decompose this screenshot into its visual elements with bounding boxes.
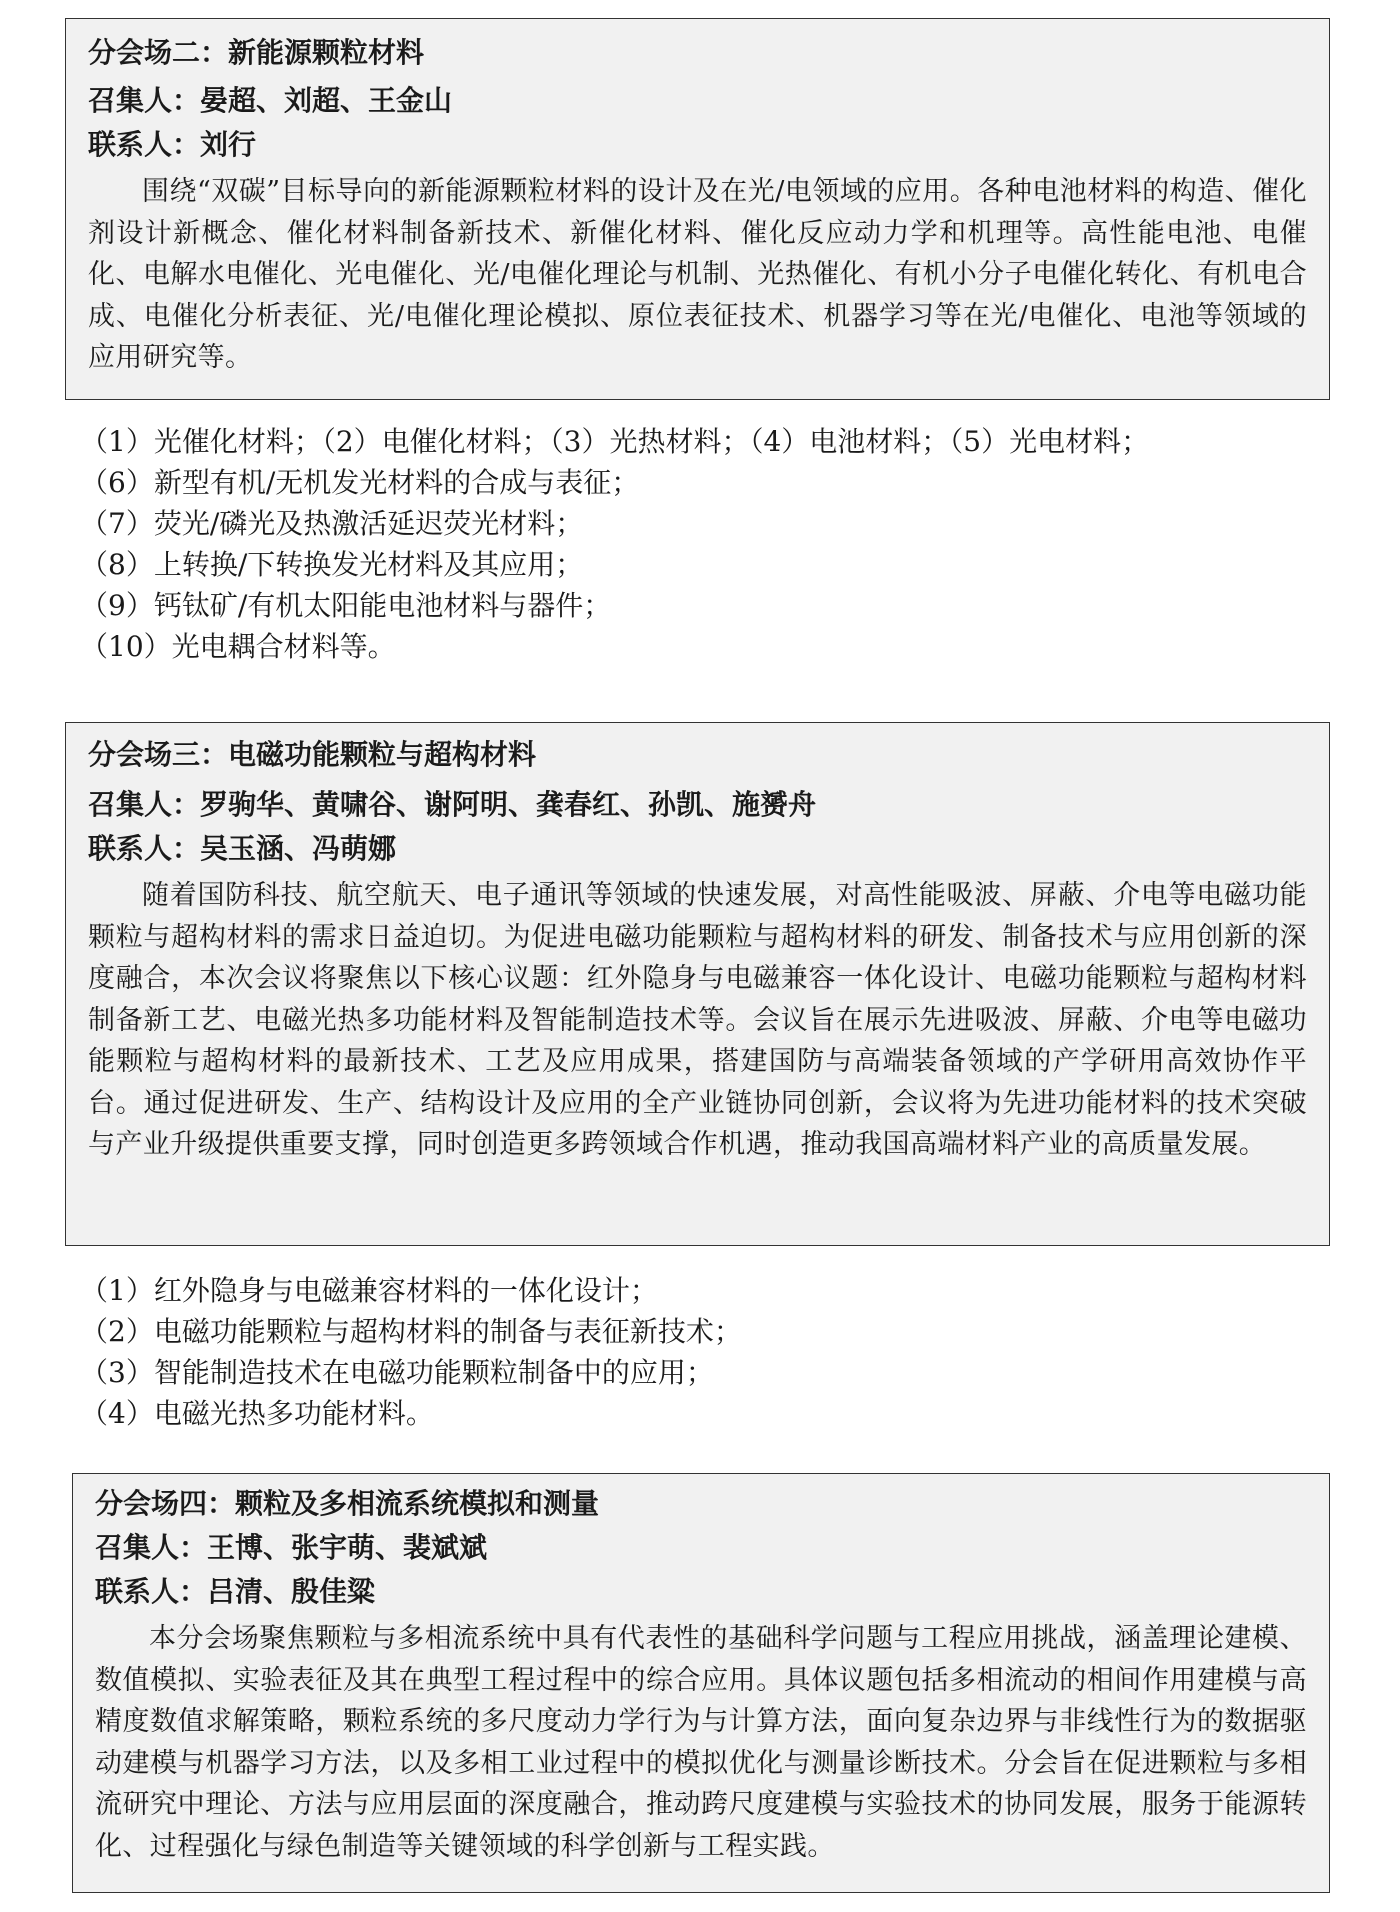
list-item: （7）荧光/磷光及热激活延迟荧光材料； (80, 507, 584, 540)
list-item: （8）上转换/下转换发光材料及其应用； (80, 548, 584, 581)
session-title: 分会场三：电磁功能颗粒与超构材料 (88, 738, 537, 771)
session-description: 本分会场聚焦颗粒与多相流系统中具有代表性的基础科学问题与工程应用挑战，涵盖理论建模、数值模拟、实验表征及其在典型工程过程中的综合应用。具体议题包括多相流动的相间作用建模与高精度数值求解策略，颗粒系统的多尺度动力学行为与计算方法，面向复杂边界与非线性行为的数据驱动建模与机器学习方法，以及多相工业过程中的模拟优化与测量诊断技术。分会旨在促进颗粒与多相流研究中理论、方法与应用层面的深度融合，推动跨尺度建模与实验技术的协同发展，服务于能源转化、过程强化与绿色制造等关键领域的科学创新与工程实践。 (95, 1623, 1307, 1862)
session-title: 分会场二：新能源颗粒材料 (88, 36, 425, 69)
list-item: （1）红外隐身与电磁兼容材料的一体化设计； (80, 1274, 658, 1307)
topic-list-3 (80, 1270, 1370, 1434)
session-contact: 联系人：吴玉涵、冯萌娜 (88, 832, 397, 865)
list-item: （6）新型有机/无机发光材料的合成与表征； (80, 466, 640, 499)
session-contact: 联系人：刘行 (88, 128, 257, 161)
session-box-3 (65, 722, 1330, 1246)
list-item: （4）电磁光热多功能材料。 (80, 1397, 434, 1430)
list-item: （3）智能制造技术在电磁功能颗粒制备中的应用； (80, 1356, 714, 1389)
list-item: （9）钙钛矿/有机太阳能电池材料与器件； (80, 589, 612, 622)
session-description: 围绕“双碳”目标导向的新能源颗粒材料的设计及在光/电领域的应用。各种电池材料的构造、催化剂设计新概念、催化材料制备新技术、新催化材料、催化反应动力学和机理等。高性能电池、电催化、电解水电催化、光电催化、光/电催化理论与机制、光热催化、有机小分子电催化转化、有机电合成、电催化分析表征、光/电催化理论模拟、原位表征技术、机器学习等在光/电催化、电池等领域的应用研究等。 (88, 176, 1307, 373)
list-item: （1）光催化材料；（2）电催化材料；（3）光热材料；（4）电池材料；（5）光电材料； (80, 425, 1150, 458)
session-contact: 联系人：吕清、殷佳粱 (95, 1575, 376, 1608)
session-conveners: 召集人：晏超、刘超、王金山 (88, 84, 453, 117)
session-box-2 (65, 18, 1330, 400)
list-item: （10）光电耦合材料等。 (80, 630, 396, 663)
session-title: 分会场四：颗粒及多相流系统模拟和测量 (95, 1487, 600, 1520)
session-description: 随着国防科技、航空航天、电子通讯等领域的快速发展，对高性能吸波、屏蔽、介电等电磁功能颗粒与超构材料的需求日益迫切。为促进电磁功能颗粒与超构材料的研发、制备技术与应用创新的深度融合，本次会议将聚焦以下核心议题：红外隐身与电磁兼容一体化设计、电磁功能颗粒与超构材料制备新工艺、电磁光热多功能材料及智能制造技术等。会议旨在展示先进吸波、屏蔽、介电等电磁功能颗粒与超构材料的最新技术、工艺及应用成果，搭建国防与高端装备领域的产学研用高效协作平台。通过促进研发、生产、结构设计及应用的全产业链协同创新，会议将为先进功能材料的技术突破与产业升级提供重要支撑，同时创造更多跨领域合作机遇，推动我国高端材料产业的高质量发展。 (88, 880, 1307, 1160)
list-item: （2）电磁功能颗粒与超构材料的制备与表征新技术； (80, 1315, 742, 1348)
topic-list-2 (80, 421, 1370, 667)
session-conveners: 召集人：罗驹华、黄啸谷、谢阿明、龚春红、孙凯、施赟舟 (88, 788, 817, 821)
session-conveners: 召集人：王博、张宇萌、裴斌斌 (95, 1531, 488, 1564)
session-box-4 (72, 1473, 1330, 1893)
